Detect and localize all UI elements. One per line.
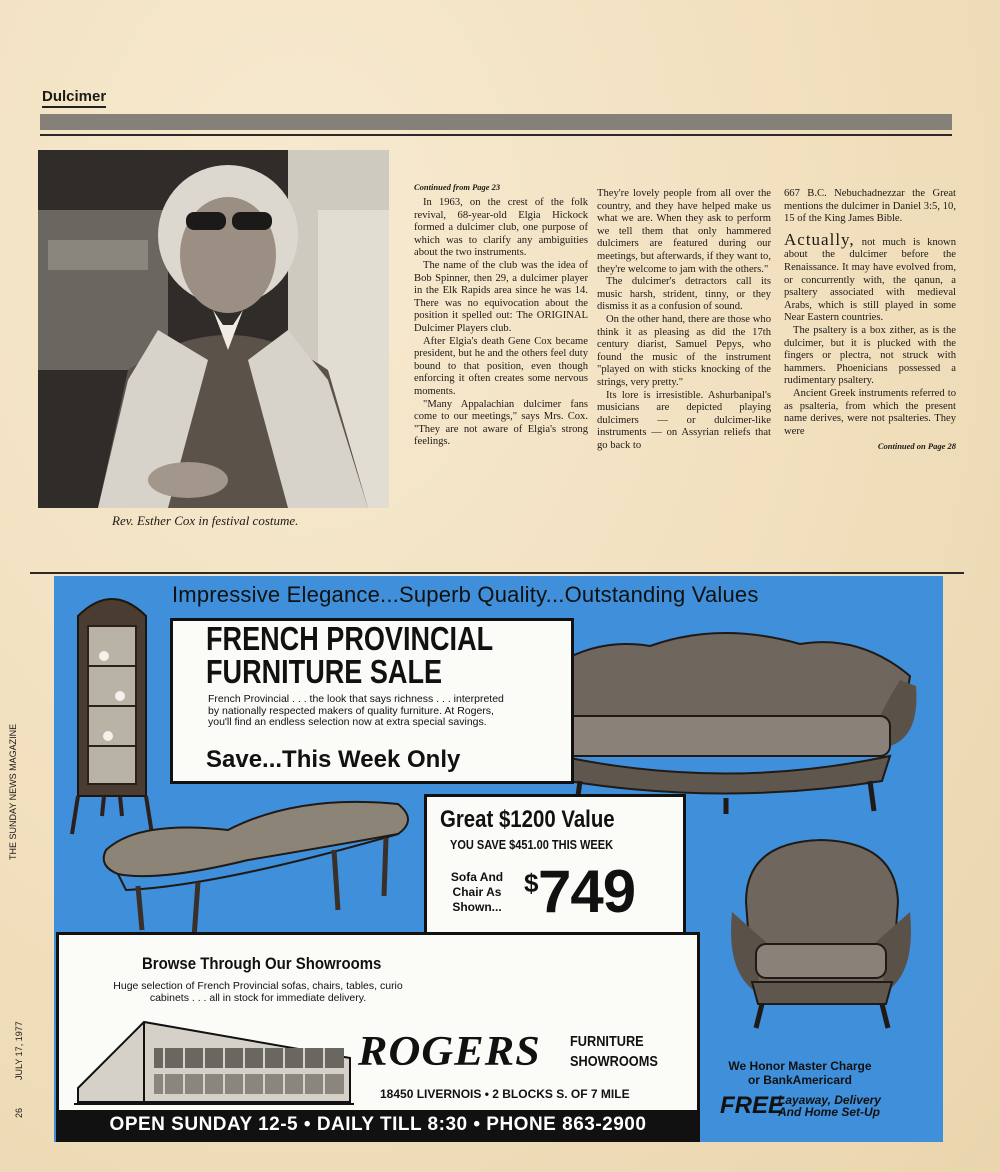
sale-title-line: FURNITURE SALE: [206, 653, 443, 690]
coffee-table-image: [98, 790, 414, 940]
page-number: 26: [14, 1107, 24, 1118]
you-save-line: YOU SAVE $451.00 THIS WEEK: [450, 838, 614, 852]
section-divider: [30, 572, 964, 574]
ad-tagline: Impressive Elegance...Superb Quality...Outstanding Values: [172, 582, 759, 607]
furniture-advertisement: [54, 576, 943, 1142]
paragraph: The name of the club was the idea of Bob Spinner, then 29, a dulcimer player in the Elk Rapids area since he was 14. There was no equivocation about the position it spelled out: The ORIGINAL Dulcimer Players club.: [414, 259, 588, 334]
showroom-building-image: [74, 1018, 354, 1106]
header-bar: [40, 114, 952, 130]
armchair-image: [726, 832, 916, 1032]
photo-caption: Rev. Esther Cox in festival costume.: [112, 513, 299, 528]
price: 749: [538, 858, 636, 925]
paragraph: After Elgia's death Gene Cox became president, but he and the others feel duty bound to that position, even though enforcing it often creates some nervous moments.: [414, 335, 588, 397]
header-rule: [40, 134, 952, 136]
rogers-subtitle: [570, 1032, 658, 1072]
paragraph: In 1963, on the crest of the folk revival, 68-year-old Elgia Hickock formed a dulcimer club, one purpose of which was to clarify any ambiguities about the two instruments.: [414, 197, 588, 259]
sale-title-line: FRENCH PROVINCIAL: [206, 620, 494, 657]
article-column-1: [414, 182, 588, 449]
payment-note-line: or BankAmericard: [747, 1073, 853, 1087]
free-services-line: Layaway, Delivery: [778, 1093, 881, 1107]
value-title: Great $1200 Value: [440, 806, 615, 833]
continued-on: Continued on Page 28: [877, 441, 956, 452]
paragraph: The dulcimer's detractors call its music harsh, strident, tinny, or they dismiss it as a confusion of sound.: [597, 276, 771, 313]
sofa-chair-label: Sofa And Chair As Shown...: [450, 870, 504, 914]
free-services-line: And Home Set-Up: [778, 1105, 880, 1119]
paragraph: They're lovely people from all over the country, and they have helped make us what we are. When they ask to perform we tell them that only hammered dulcimers are featured during our meetings, but afterwards, if they want to, they're welcome to jam with the others.": [597, 188, 771, 275]
browse-title: Browse Through Our Showrooms: [142, 954, 382, 973]
sofa-image: [530, 616, 920, 816]
rogers-subtitle-line: SHOWROOMS: [570, 1053, 658, 1070]
sale-description: French Provincial . . . the look that says richness . . . interpreted by nationally respected makers of quality furniture. At Rogers, you'll find an endless selection now at extra special savings.: [208, 693, 504, 728]
payment-note-line: We Honor Master Charge: [728, 1059, 872, 1073]
price-dollar-sign: $: [524, 868, 539, 898]
paragraph: "Many Appalachian dulcimer fans come to our meetings," says Mrs. Cox. "They are not aware of Elgia's strong feelings.: [414, 398, 588, 448]
paragraph-dropcap: [784, 229, 956, 325]
section-label: Dulcimer: [42, 88, 106, 108]
dropcap-word: Actually,: [784, 229, 855, 249]
paragraph-text: not much is known about the dulcimer before the Renaissance. It may have evolved from, or concurrently with, the qanun, a psaltery associated with medieval Arabs, which is still played in some Near Eastern countries.: [784, 236, 956, 324]
issue-date: JULY 17, 1977: [14, 1021, 24, 1080]
paragraph: On the other hand, there are those who think it as pleasing as did the 17th century diarist, Samuel Pepys, who found the music of the instrument "played on with sticks knocking of the strings, very pretty.": [597, 313, 771, 388]
continued-from: Continued from Page 23: [414, 182, 501, 192]
sale-title: [206, 622, 493, 688]
browse-description: Huge selection of French Provincial sofas, chairs, tables, curio cabinets . . . all in stock for immediate delivery.: [113, 980, 403, 1004]
paragraph: The psaltery is a box zither, as is the dulcimer, but it is plucked with the fingers or plectra, not struck with hammers. Phoenicians possessed a rudimentary psaltery.: [784, 324, 956, 387]
paragraph: 667 B.C. Nebuchadnezzar the Great mentions the dulcimer in Daniel 3:5, 10, 15 of the King James Bible.: [784, 188, 956, 225]
paragraph: Ancient Greek instruments referred to as psalteria, from which the present name derives, were not psalteries. They were: [784, 387, 956, 437]
magazine-name: THE SUNDAY NEWS MAGAZINE: [8, 723, 18, 860]
article-column-2: [597, 188, 771, 452]
payment-note: [720, 1059, 880, 1087]
paragraph: Its lore is irresistible. Ashurbanipal's musicians are depicted playing dulcimers — or dulcimer-like instruments — on Assyrian reliefs that go back to: [597, 389, 771, 451]
article-column-3: [784, 188, 956, 451]
rogers-logo: ROGERS: [358, 1029, 541, 1075]
store-address: 18450 LIVERNOIS • 2 BLOCKS S. OF 7 MILE: [380, 1087, 630, 1101]
photo-esther-cox: [38, 150, 389, 508]
save-this-week: Save...This Week Only: [206, 746, 461, 773]
free-label: FREE: [720, 1092, 785, 1119]
rogers-subtitle-line: FURNITURE: [570, 1033, 644, 1050]
free-services: [778, 1094, 881, 1118]
store-hours: OPEN SUNDAY 12-5 • DAILY TILL 8:30 • PHONE 863-2900: [109, 1114, 647, 1135]
